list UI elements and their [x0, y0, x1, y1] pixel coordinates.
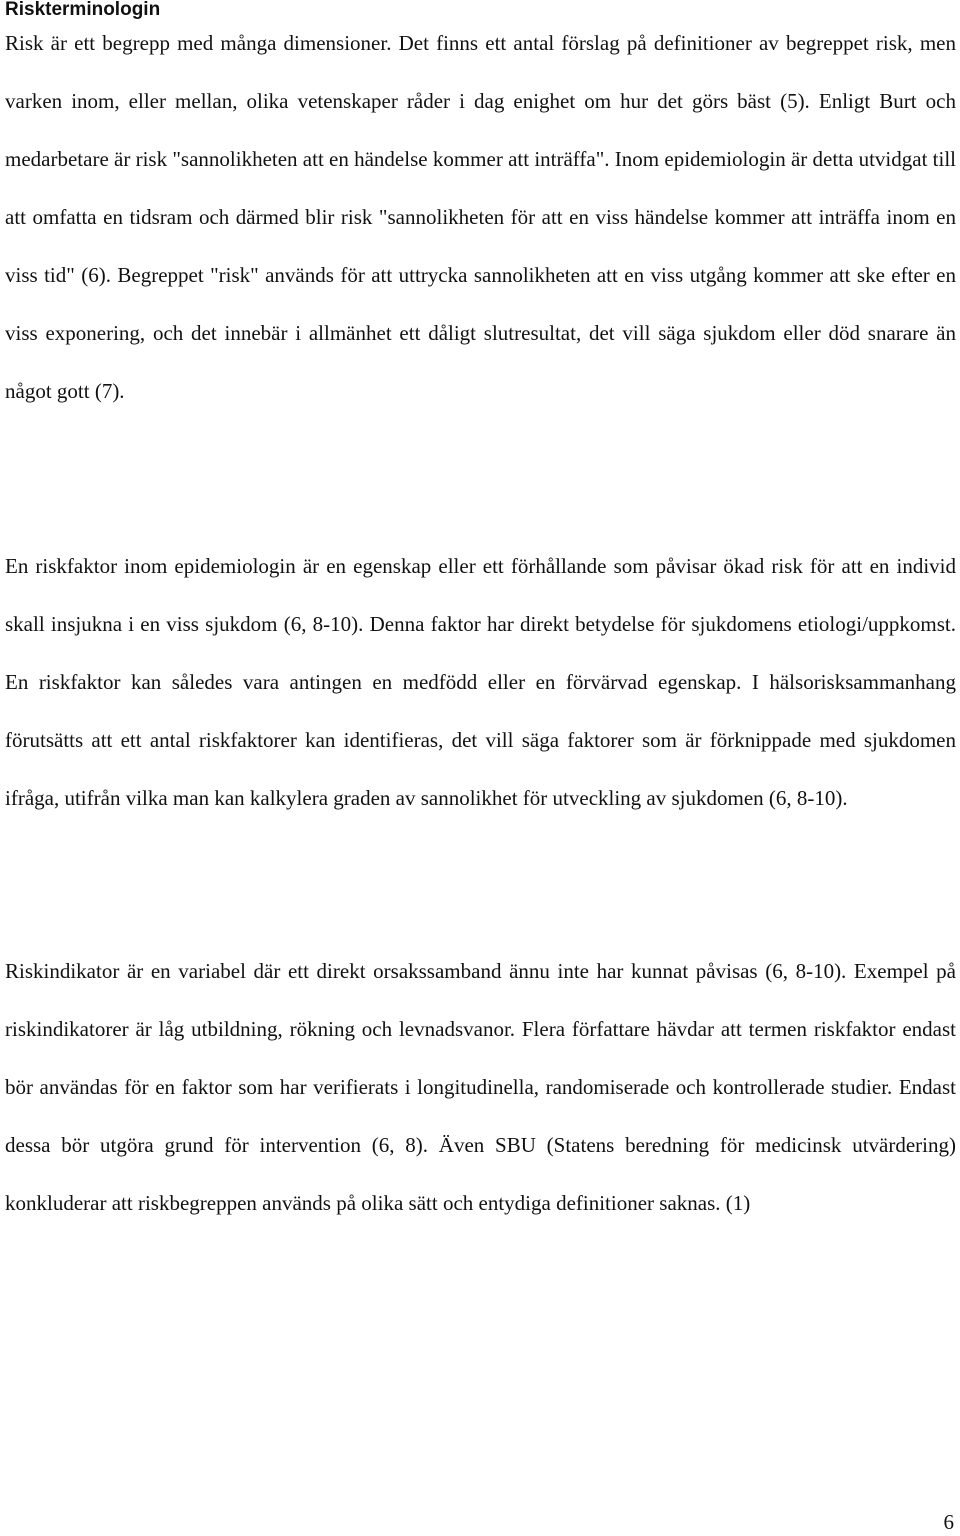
section-heading: Riskterminologin	[5, 0, 161, 20]
paragraph-riskindikator: Riskindikator är en variabel där ett direkt orsakssamband ännu inte har kunnat påvisas (6, 8-10). Exempel på riskindikatorer är låg utbildning, rökning och levnadsvanor. Flera författare hävdar att termen riskfaktor endast bör användas för en faktor som har verifierats i longitudinella, randomiserade och kontrollerade studier. Endast dessa bör utgöra grund för intervention (6, 8). Även SBU (Statens beredning för medicinsk utvärdering) konkluderar att riskbegreppen används på olika sätt och entydiga definitioner saknas. (1)	[5, 959, 956, 1215]
paragraph-risk-definition: Risk är ett begrepp med många dimensioner. Det finns ett antal förslag på definitioner av begreppet risk, men varken inom, eller mellan, olika vetenskaper råder i dag enighet om hur det görs bäst (5). Enligt Burt och medarbetare är risk "sannolikheten att en händelse kommer att inträffa". Inom epidemiologin är detta utvidgat till att omfatta en tidsram och därmed blir risk "sannolikheten för att en viss händelse kommer att inträffa inom en viss tid" (6). Begreppet "risk" används för att uttrycka sannolikheten att en viss utgång kommer att ske efter en viss exponering, och det innebär i allmänhet ett dåligt slutresultat, det vill säga sjukdom eller död snarare än något gott (7).	[5, 31, 956, 403]
page-number: 6	[943, 1510, 954, 1534]
document-page	[5, 0, 956, 1215]
paragraph-riskfaktor: En riskfaktor inom epidemiologin är en egenskap eller ett förhållande som påvisar ökad risk för att en individ skall insjukna i en viss sjukdom (6, 8-10). Denna faktor har direkt betydelse för sjukdomens etiologi/uppkomst. En riskfaktor kan således vara antingen en medfödd eller en förvärvad egenskap. I hälsorisksammanhang förutsätts att ett antal riskfaktorer kan identifieras, det vill säga faktorer som är förknippade med sjukdomen ifråga, utifrån vilka man kan kalkylera graden av sannolikhet för utveckling av sjukdomen (6, 8-10).	[5, 554, 956, 810]
